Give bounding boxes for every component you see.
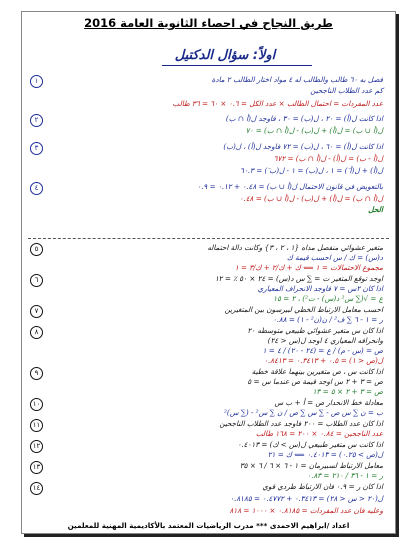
handwritten-line: اذا كانت س متغير طبيعي ل(س > ك) = ٠.٤٠١٣ <box>237 440 383 449</box>
handwritten-line: د(س) = ك / س احسب قيمة ك <box>286 253 383 262</box>
handwritten-line: بالتعويض في قانون الاحتمال ل(أ ∪ ب) = ٠.٤٨ + ٠.١٢ = ٠.٩ <box>197 182 383 191</box>
handwritten-line: اذا كانت س ، ص متغيرين بينهما علاقة خطية <box>251 367 383 376</box>
handwritten-line: كم عدد الطلاب الناجحين <box>310 86 383 95</box>
page-footer: اعداد /ابراهيم الاحمدى *** مدرب الرياضيات المعتمد بالأكاديمية المهنية للمعلمين <box>67 521 350 530</box>
question-number: ٨ <box>30 326 43 339</box>
handwritten-line: معادلة خط الانحدار ص = أ + ب س <box>274 398 383 407</box>
handwritten-line: ل(أ ∩ ب) = ل(أ) + ل(ب) - ل(أ ∪ ب) = ٠.٤٨ <box>239 194 383 203</box>
handwritten-line: ر = ١ - ٦ ∑ ف² / ن(ن² - ١) = ٠.٨٨ <box>272 315 383 324</box>
handwritten-line: مجموع الاحتمالات = ١ ⟸ ك + ك/٢ + ك/٣ = ١ <box>234 263 383 272</box>
handwritten-line: ل(ص > ٠.٢٥) = ٠.٤٠١٣ ⟸ ك = ٢١ <box>267 450 383 459</box>
handwritten-line: اذا كانت ل(أ) = ٢٠ ، ل(ب) = ٣٠ ، فاوجد ل(أ ∩ ب) <box>225 114 383 123</box>
handwritten-line: احسب معامل الارتباط الخطي لبيرسون بين المتغيرين <box>224 305 383 314</box>
handwritten-line: متغير عشوائي منفصل مداه {١ ، ٢ ، ٣} وكانت دالة احتماله <box>207 243 383 252</box>
question-number: ١٣ <box>30 461 43 474</box>
question-number: ٥ <box>30 243 43 256</box>
handwritten-line: ل(أ) + ل(أ َ) = ١ ، ل(ب) = ١ - ل(ب َ) = ٦٠.٣ <box>240 166 383 175</box>
question-number: ١ <box>30 75 43 88</box>
question-number: ٣ <box>30 142 43 155</box>
handwritten-line: ل(ص < ١) = ٠.٥ + ٠.٣٤١٣ = ٠.٨٤١٣ <box>264 356 383 365</box>
section-divider <box>28 238 389 239</box>
section-title-underline <box>162 65 312 66</box>
handwritten-line: اذا كان ٢س = ٧ فاوجد الانحراف المعياري <box>257 284 383 293</box>
question-number: ٩ <box>30 367 43 380</box>
question-number: ٧ <box>30 305 43 318</box>
handwritten-line: اذا كان س متغير عشوائي طبيعي متوسطه ٢٠ <box>247 326 383 335</box>
handwritten-line: ص = ٣ + ٢ × ٥ = ١٣ <box>312 387 383 396</box>
handwritten-line: عدد المفردات = احتمال الطالب × عدد الكل = ٠.٦ × ٦٠ = ٣٦ طالب <box>172 99 383 108</box>
handwritten-line: اوجد توقع المتغير ت = ∑ س د(س) = ٢٤ × ٥٠ ٪ = ١٢ <box>214 274 383 283</box>
handwritten-line: وانحرافه المعياري ٤ اوجد ل(س < ٢٤) <box>267 336 383 345</box>
handwritten-line: ع = √(∑ س² د(س) - ت²) ، ٢ = ١٥ <box>273 294 383 303</box>
handwritten-line: اذا كان عدد الطلاب = ٢٠٠ فاوجد عدد الطلاب الناجحين <box>219 419 383 428</box>
handwritten-line: اذا كانت ل(أ) = ٦٠ ، ل(ب) = ٧٢ فاوجد ل(أ) ، ل(ب) <box>223 142 383 151</box>
question-number: ١٠ <box>30 398 43 411</box>
question-number: ٦ <box>30 274 43 287</box>
handwritten-line: معامل الارتباط لسبيرمان = ١ - ٦ × ٦ / ٦ × ٣٥ <box>239 461 383 470</box>
document-page <box>21 11 396 534</box>
handwritten-line: عدد الناجحين = ٠.٨٤ × ٢٠٠ = ١٦٨ طالب <box>255 429 383 438</box>
section-title: اولاً: سؤال الدكتيل <box>174 48 276 63</box>
handwritten-line: ص = (س - م) / ع = (٢٤ - ٢٠) / ٤ = ١ <box>262 346 383 355</box>
handwritten-line: فصل به ٦٠ طالب والطالب له ٤ مواد اختار الطالب ٢ مادة <box>211 75 383 84</box>
handwritten-line: ل(أ - ب) = ل(أ) - ل(أ ∩ ب) = ٦٧٢ <box>273 154 383 163</box>
question-number: ٢ <box>30 114 43 127</box>
handwritten-line: ص = ٣ + ٢ س اوجد قيمة ص عندما س = ٥ <box>247 377 383 386</box>
page-title: طريق النجاح في احصاء الثانوية العامة 2016 <box>84 16 333 30</box>
question-number: ١٢ <box>30 440 43 453</box>
question-number: ١٤ <box>30 482 43 495</box>
handwritten-line: ر = ١ - ٣٦ / ٢١٠ = ٠.٨٣ <box>307 471 383 480</box>
handwritten-line: ل(أ ∪ ب) = ل(أ) + ل(ب) - ل(أ ∩ ب) = ٧٠ <box>245 126 383 135</box>
handwritten-line: ب = ن ∑ س ص - ∑ س ∑ ص / ن ∑ س² - (∑ س)² <box>224 408 383 417</box>
question-number: ٤ <box>30 182 43 195</box>
question-number: ١١ <box>30 419 43 432</box>
answer-label: الحل <box>368 205 383 214</box>
handwritten-line: ل(٢٠ < س < ٢٨) = ٠.٣٤١٣ + ٠.٤٧٧٢ = ٠.٨١٨٥ <box>230 494 383 503</box>
handwritten-line: اذا كان ر = ٠.٩ فان الارتباط طردي قوي <box>262 482 383 491</box>
handwritten-line: وعليه فان عدد المفردات = ٠.٨١٨٥ × ١٠٠٠ = ٨١٨ <box>229 506 383 515</box>
